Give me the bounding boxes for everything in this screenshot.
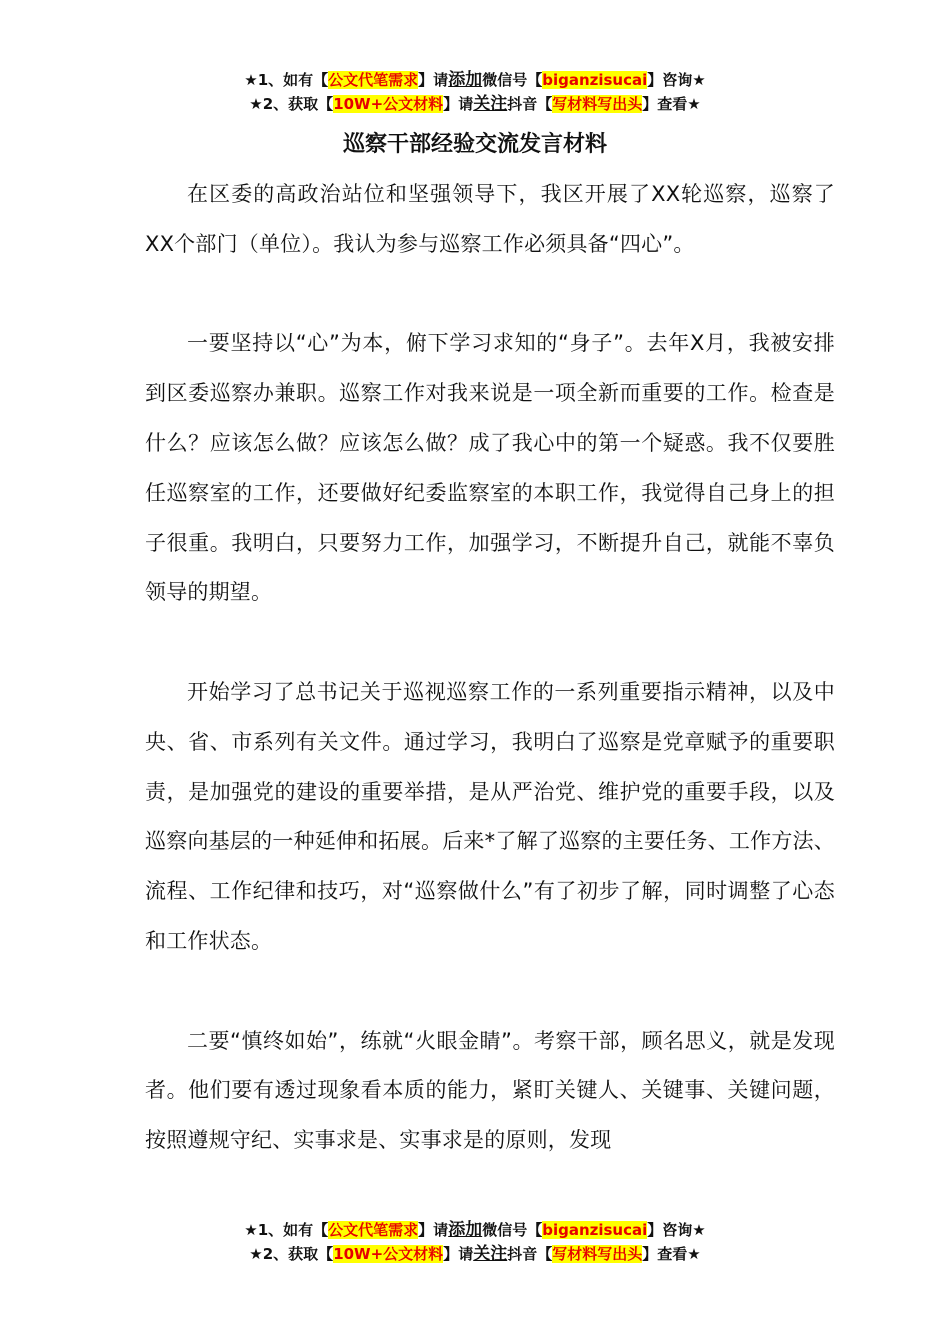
highlight-wechat-id: biganzisucai <box>542 71 648 89</box>
highlight-service: 公文代笔需求 <box>328 71 419 89</box>
promo-line-2: ★2、获取【10W+公文材料】请关注抖音【写材料写出头】查看★ <box>249 1244 701 1264</box>
underlined-word: 关注 <box>473 1244 508 1264</box>
highlight-service: 公文代笔需求 <box>328 1221 419 1239</box>
highlight-materials: 10W+公文材料 <box>333 95 444 113</box>
promo-line-1: ★1、如有【公文代笔需求】请添加微信号【biganzisucai】咨询★ <box>244 1220 706 1240</box>
promo-line-1: ★1、如有【公文代笔需求】请添加微信号【biganzisucai】咨询★ <box>244 70 706 90</box>
highlight-douyin-id: 写材料写出头 <box>552 1245 643 1263</box>
paragraph: 一要坚持以“心”为本，俯下学习求知的“身子”。去年X月，我被安排到区委巡察办兼职。巡察工作对我来说是一项全新而重要的工作。检查是什么？应该怎么做？应该怎么做？成了我心中的第一个疑惑。我不仅要胜任巡察室的工作，还要做好纪委监察室的本职工作，我觉得自己身上的担子很重。我明白，只要努力工作，加强学习，不断提升自己，就能不辜负领导的期望。 <box>145 331 835 605</box>
highlight-douyin-id: 写材料写出头 <box>552 95 643 113</box>
paragraph: 二要“慎终如始”，练就“火眼金睛”。考察干部，顾名思义，就是发现者。他们要有透过现象看本质的能力，紧盯关键人、关键事、关键问题，按照遵规守纪、实事求是、实事求是的原则，发现 <box>145 1028 835 1153</box>
document-body <box>145 170 835 1166</box>
underlined-word: 关注 <box>473 94 508 114</box>
underlined-word: 添加 <box>448 70 483 90</box>
header-promo-banner <box>0 68 950 116</box>
underlined-word: 添加 <box>448 1220 483 1240</box>
paragraph: 在区委的高政治站位和坚强领导下，我区开展了XX轮巡察，巡察了XX个部门（单位）。我认为参与巡察工作必须具备“四心”。 <box>145 182 835 256</box>
document-title: 巡察干部经验交流发言材料 <box>342 132 607 157</box>
footer-promo-banner <box>0 1218 950 1266</box>
paragraph: 开始学习了总书记关于巡视巡察工作的一系列重要指示精神，以及中央、省、市系列有关文件。通过学习，我明白了巡察是党章赋予的重要职责，是加强党的建设的重要举措，是从严治党、维护党的重要手段，以及巡察向基层的一种延伸和拓展。后来*了解了巡察的主要任务、工作方法、流程、工作纪律和技巧，对“巡察做什么”有了初步了解，同时调整了心态和工作状态。 <box>145 679 835 953</box>
highlight-wechat-id: biganzisucai <box>542 1221 648 1239</box>
highlight-materials: 10W+公文材料 <box>333 1245 444 1263</box>
promo-line-2: ★2、获取【10W+公文材料】请关注抖音【写材料写出头】查看★ <box>249 94 701 114</box>
